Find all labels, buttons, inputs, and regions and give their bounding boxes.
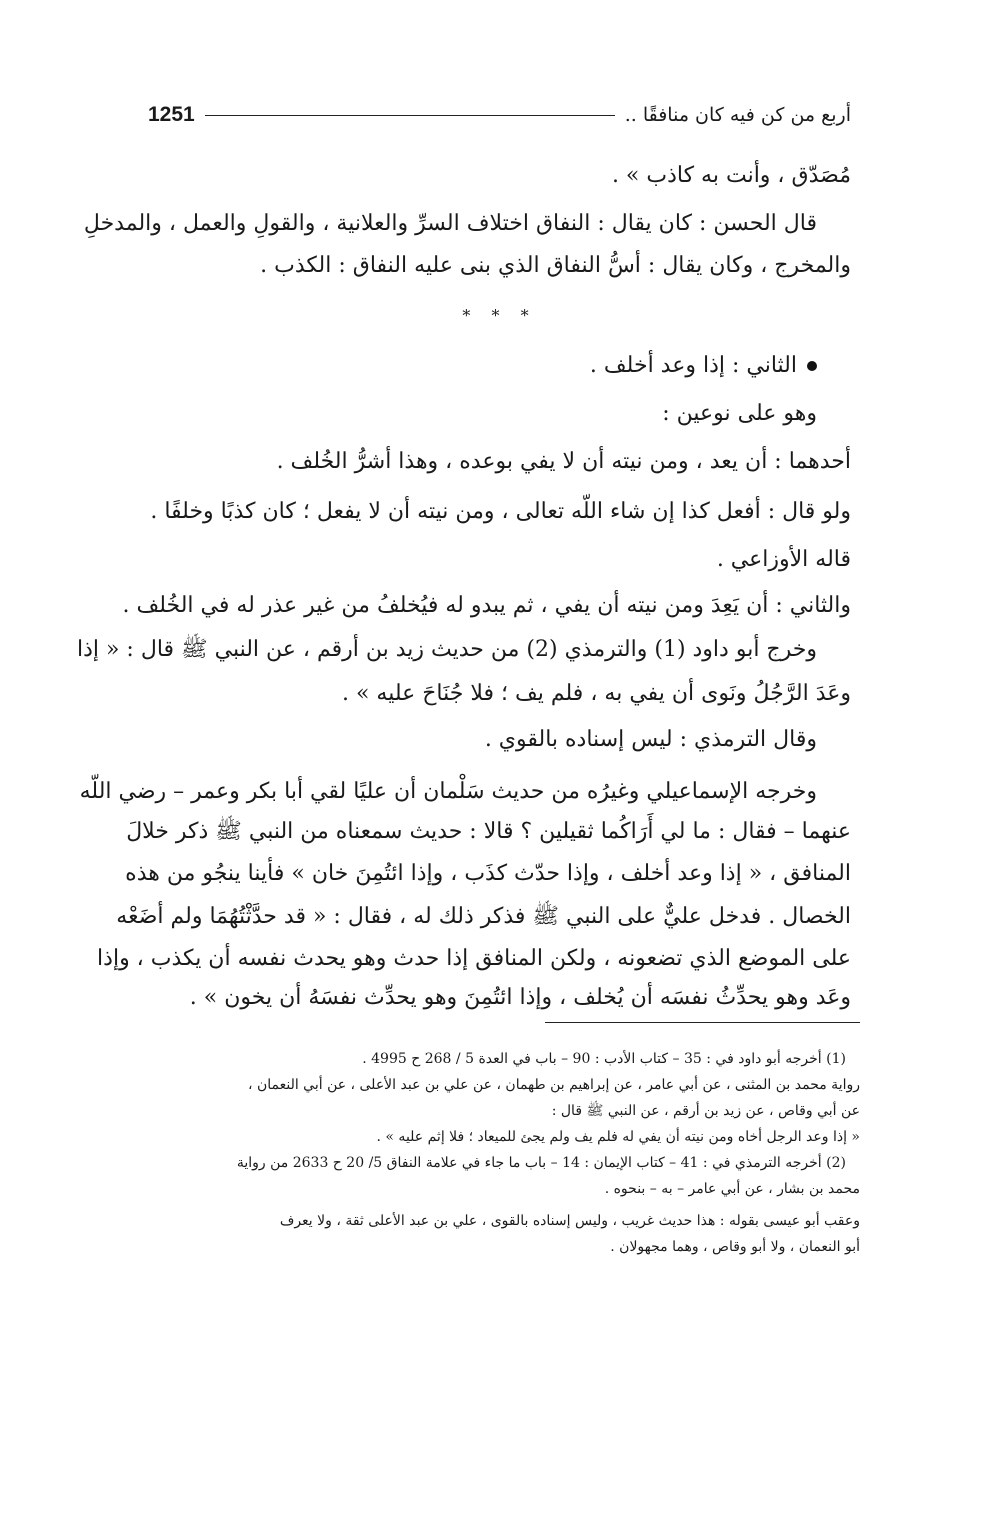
text-line: قال الحسن : كان يقال : النفاق اختلاف السرِّ والعلانية ، والقولِ والعمل ، والمدخلِ [83,211,817,236]
text-line: وعَد وهو يحدِّثُ نفسَه أن يُخلف ، وإذا ائتُمِنَ وهو يحدِّث نفسَهُ أن يخون » . [189,985,851,1010]
section-separator: * * * [462,306,537,325]
footnote-line: عن أبي وقاص ، عن زيد بن أرقم ، عن النبي ﷺ قال : [551,1103,860,1119]
text-line: وقال الترمذي : ليس إسناده بالقوي . [484,727,817,752]
text-line: وخرج أبو داود (1) والترمذي (2) من حديث زيد بن أرقم ، عن النبي ﷺ قال : « إذا [76,637,817,662]
footnote-line: « إذا وعد الرجل أخاه ومن نيته أن يفي له فلم يف ولم يجئ للميعاد ؛ فلا إثم عليه » . [376,1129,860,1145]
footnote-line: وعقب أبو عيسى بقوله : هذا حديث غريب ، وليس إسناده بالقوى ، علي بن عبد الأعلى ثقة ، ولا يعرف [279,1213,860,1229]
header-title: أربع من كن فيه كان منافقًا .. [624,104,851,126]
text-line: والثاني : أن يَعِدَ ومن نيته أن يفي ، ثم يبدو له فيُخلفُ من غير عذر له في الخُلف . [122,593,851,618]
text-line: على الموضع الذي تضعونه ، ولكن المنافق إذا حدث وهو يحدث نفسه أن يكذب ، وإذا [97,946,851,971]
bullet-heading: الثاني : إذا وعد أخلف . [148,342,851,389]
text-line: قاله الأوزاعي . [716,547,851,572]
footnote-line: (2) أخرجه الترمذي في : 41 – كتاب الإيمان : 14 – باب ما جاء في علامة النفاق 5/ 20 ح 2633 من رواية [236,1155,846,1171]
text-line: المنافق ، « إذا وعد أخلف ، وإذا حدّث كذَب ، وإذا ائتُمِنَ خان » فأينا ينجُو من هذه [125,861,851,886]
footnote-line: (1) أخرجه أبو داود في : 35 – كتاب الأدب : 90 – باب في العدة 5 / 268 ح 4995 . [362,1051,846,1067]
text-line: والمخرج ، وكان يقال : أسُّ النفاق الذي بنى عليه النفاق : الكذب . [260,253,851,278]
footnote-line: رواية محمد بن المثنى ، عن أبي عامر ، عن إبراهيم بن طهمان ، عن علي بن عبد الأعلى ، عن أبي النعمان ، [247,1077,860,1093]
page-number: 1251 [148,103,195,126]
text-line: وخرجه الإسماعيلي وغيرُه من حديث سَلْمان أن عليًا لقي أبا بكر وعمر – رضي اللّه [79,779,817,804]
text-line: مُصَدّق ، وأنت به كاذب » . [611,163,851,188]
text-line: أحدهما : أن يعد ، ومن نيته أن لا يفي بوعده ، وهذا أشرُّ الخُلف . [276,449,851,474]
text-line: ولو قال : أفعل كذا إن شاء اللّه تعالى ، ومن نيته أن لا يفعل ؛ كان كذبًا وخلفًا . [150,499,851,524]
text-line: عنهما – فقال : ما لي أَرَاكُما ثقيلين ؟ قالا : حديث سمعناه من النبي ﷺ ذكر خلالَ [126,819,851,844]
text-line: الخصال . فدخل عليٌّ على النبي ﷺ فذكر ذلك له ، فقال : « قد حدَّثْتُهُمَا ولم أضَعْه [116,904,851,929]
footnotes [76,0,860,1516]
text-line: وهو على نوعين : [662,401,817,426]
footnote-line: محمد بن بشار ، عن أبي عامر – به – بنحوه . [604,1181,860,1197]
text-line: وعَدَ الرَّجُلُ ونَوى أن يفي به ، فلم يف ؛ فلا جُنَاحَ عليه » . [341,681,851,706]
footnote-line: أبو النعمان ، ولا أبو وقاص ، وهما مجهولان . [610,1239,860,1255]
